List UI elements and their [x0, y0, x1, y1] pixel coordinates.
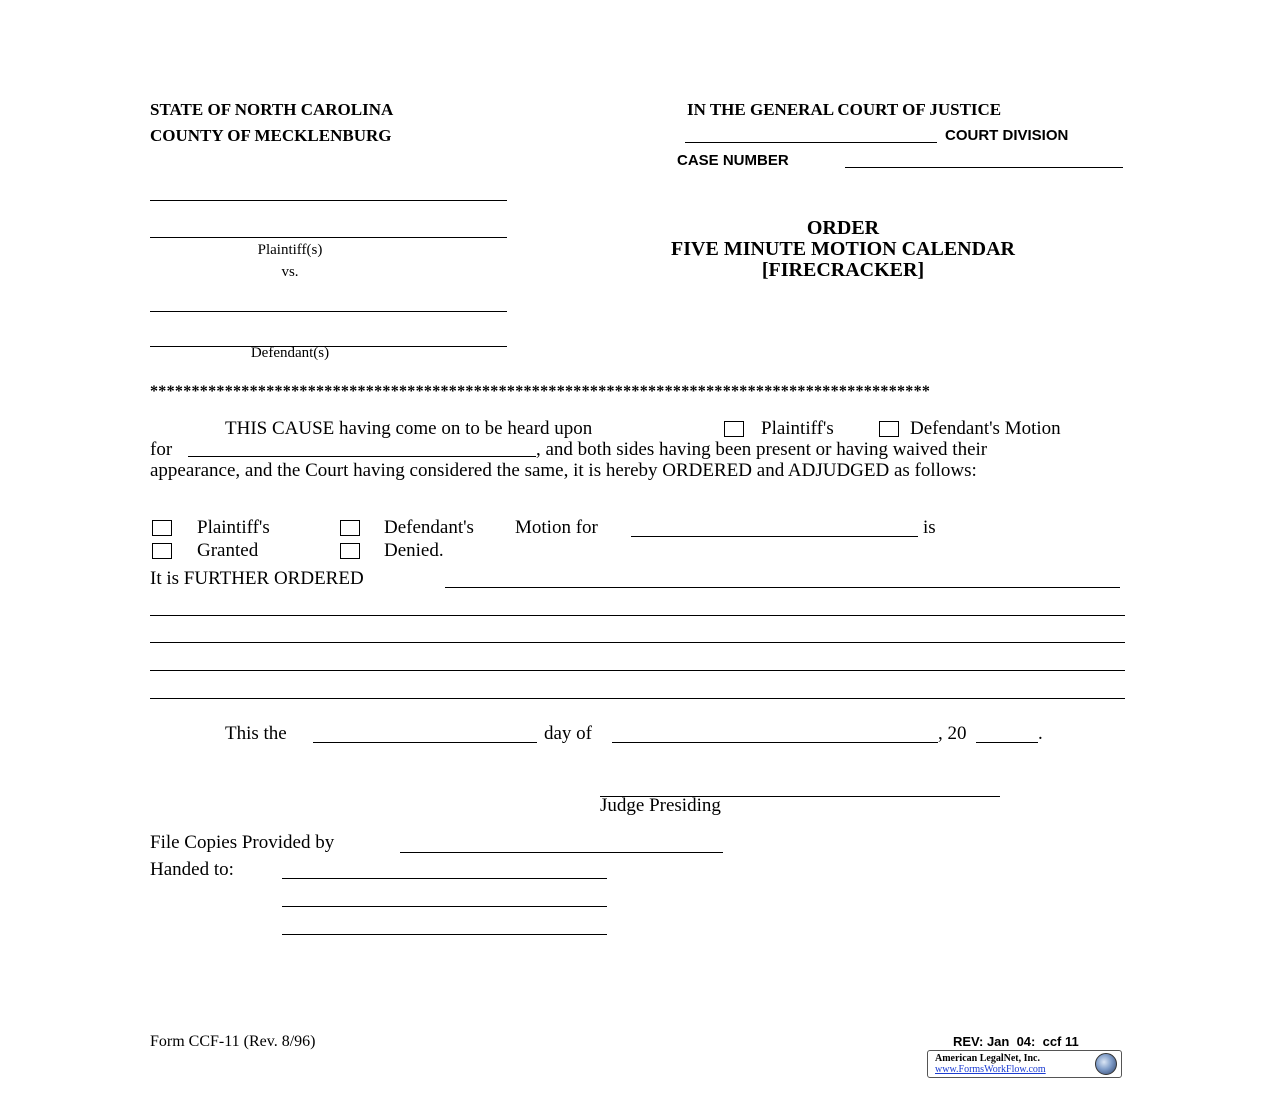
cause-defendant-label: Defendant's Motion: [910, 418, 1061, 439]
further-ordered-line-1[interactable]: [445, 587, 1120, 588]
handed-to-line-2[interactable]: [282, 906, 607, 907]
ruling-motion-for: Motion for: [515, 517, 598, 538]
denied-label: Denied.: [384, 540, 444, 561]
cause-continuation: , and both sides having been present or having waived their appearance, and the Court having considered the same, it is hereby ORDERED and ADJUDGED as follows:: [150, 439, 988, 481]
cause-plaintiff-label: Plaintiff's: [761, 418, 834, 439]
form-id: Form CCF-11 (Rev. 8/96): [150, 1033, 316, 1050]
further-ordered-line-2[interactable]: [150, 615, 1125, 616]
further-ordered-line-5[interactable]: [150, 698, 1125, 699]
date-this-the: This the: [225, 723, 287, 744]
plaintiff-line-1[interactable]: [150, 200, 507, 201]
state-heading: STATE OF NORTH CAROLINA: [150, 100, 394, 119]
order-subtitle: FIVE MINUTE MOTION CALENDAR: [671, 238, 1015, 260]
publisher-logo: [927, 1050, 1122, 1078]
ruling-defendant-checkbox[interactable]: [340, 520, 360, 536]
ruling-is: is: [923, 517, 936, 538]
handed-to-line-3[interactable]: [282, 934, 607, 935]
court-division-label: COURT DIVISION: [945, 127, 1069, 144]
order-title: ORDER: [806, 217, 880, 239]
ruling-defendant-label: Defendant's: [384, 517, 474, 538]
file-copies-blank[interactable]: [400, 852, 723, 853]
revision-label: REV: Jan 04: ccf 11: [953, 1034, 1079, 1049]
ruling-plaintiff-label: Plaintiff's: [197, 517, 270, 538]
order-subtitle-bracket: [FIRECRACKER]: [761, 259, 925, 281]
judge-presiding-label: Judge Presiding: [600, 795, 721, 816]
handed-to-line-1[interactable]: [282, 878, 607, 879]
date-month-blank[interactable]: [612, 742, 938, 743]
further-ordered-line-3[interactable]: [150, 642, 1125, 643]
handed-to-label: Handed to:: [150, 859, 234, 880]
asterisk-separator: **********************************************************************************************: [150, 383, 931, 400]
cause-lead: THIS CAUSE having come on to be heard upon: [225, 418, 593, 439]
plaintiff-label: Plaintiff(s): [257, 242, 323, 258]
cause-plaintiff-checkbox[interactable]: [724, 421, 744, 437]
plaintiff-line-2[interactable]: [150, 237, 507, 238]
date-period: .: [1038, 723, 1043, 744]
court-heading: IN THE GENERAL COURT OF JUSTICE: [687, 100, 1002, 119]
defendant-label: Defendant(s): [250, 345, 330, 361]
ruling-plaintiff-checkbox[interactable]: [152, 520, 172, 536]
date-year-blank[interactable]: [976, 742, 1038, 743]
granted-checkbox[interactable]: [152, 543, 172, 559]
date-day-blank[interactable]: [313, 742, 537, 743]
ruling-motion-blank[interactable]: [631, 536, 918, 537]
date-year-prefix: , 20: [938, 723, 967, 744]
publisher-website-link[interactable]: www.FormsWorkFlow.com: [935, 1064, 1046, 1075]
defendant-line-1[interactable]: [150, 311, 507, 312]
county-heading: COUNTY OF MECKLENBURG: [150, 126, 392, 145]
cause-defendant-checkbox[interactable]: [879, 421, 899, 437]
granted-label: Granted: [197, 540, 259, 561]
court-division-blank[interactable]: [685, 142, 937, 143]
case-number-label: CASE NUMBER: [677, 152, 789, 169]
date-day-of: day of: [544, 723, 593, 744]
file-copies-label: File Copies Provided by: [150, 832, 335, 853]
publisher-name: American LegalNet, Inc.: [935, 1053, 1040, 1064]
case-number-blank[interactable]: [845, 167, 1123, 168]
further-ordered-line-4[interactable]: [150, 670, 1125, 671]
versus-label: vs.: [281, 264, 299, 280]
further-ordered-label: It is FURTHER ORDERED: [150, 568, 364, 589]
globe-icon: [1095, 1053, 1117, 1075]
cause-for-word: for: [150, 439, 173, 460]
denied-checkbox[interactable]: [340, 543, 360, 559]
